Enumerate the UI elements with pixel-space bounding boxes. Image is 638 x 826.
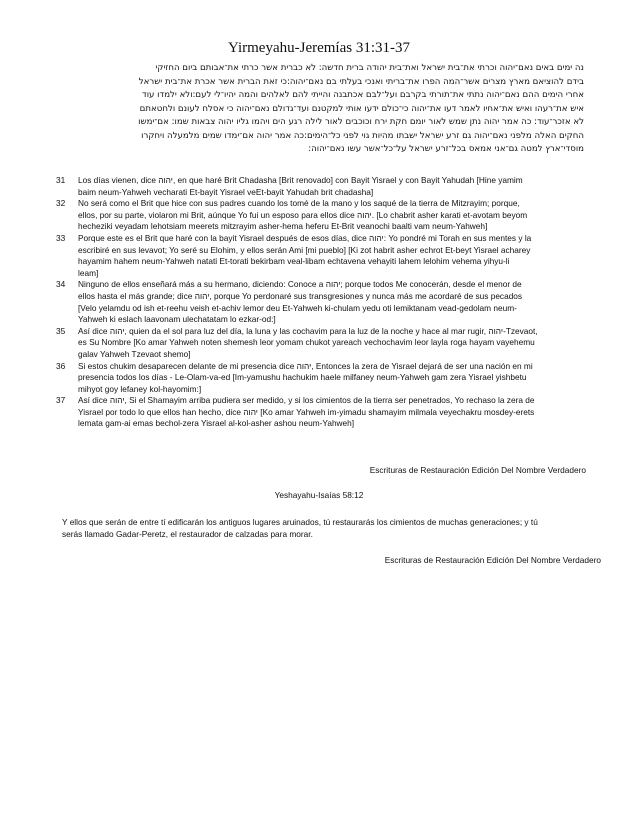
hebrew-line: נה ימים באים נאם־יהוה וכרתי את־בית ישראל ואת־בית יהודה ברית חדשה: לא כברית אשר כרתי את־אבותם ביום החזיקי (155, 63, 584, 73)
verse-line: Yisrael por todo lo que ellos han hecho, dice יהוה [Ko amar Yahweh im-yimadu shamayim milmala veyechakru mosdey-erets (78, 406, 535, 417)
verse-line: lemata gam-ai emas bechol-zera Yisrael al-kol-asher ashou neum-Yahweh] (78, 418, 355, 429)
verse-number: 31 (56, 175, 66, 185)
hebrew-line: לא אזכר־עוד: כה אמר יהוה נתן שמש לאור יומם חקת ירח וכוכבים לאור לילה רגע הים ויהמו גליו יהוה צבאות שמו: אם־ימשו (138, 117, 584, 127)
paragraph-line: serás llamado Gadar-Peretz, el restaurador de calzadas para morar. (62, 529, 313, 539)
verse-line: Yahweh ki eslach laavonam ulechatatam lo ezkar-od:] (78, 314, 276, 325)
verse-line: hecheziki veyadam lehotsiam meerets mitzrayim asher-hema heferu Et-Brit veanochi baalti vam neum-Yahweh] (78, 221, 488, 232)
verse-text (78, 279, 596, 325)
verse-text (78, 395, 596, 430)
verse-line: hayamim hahem neum-Yahweh natati Et-torati bekirbam veal-libam echtavena vehayiti lahem lelohim vehema yihyu-li (78, 256, 510, 267)
verse-36 (50, 361, 596, 396)
verse-line: baim neum-Yahweh vecharati Et-bayit Yisrael veEt-bayit Yahudah brit chadasha] (78, 186, 374, 197)
hebrew-line: מוסדי־ארץ למטה גם־אני אמאס בכל־זרע ישראל על־כל־אשר עשו נאם־יהוה: (308, 144, 584, 154)
verse-line: [Velo yelamdu od ish et-reehu veish et-achiv lemor deu Et-Yahweh ki-chulam yedu oti lemiktanam vead-gedolam neum- (78, 302, 517, 313)
verse-line: es Su Nombre [Ko amar Yahweh noten shemesh leor yomam chukot yareach vechochavim leor layla roga hayam vayehemu (78, 337, 535, 348)
hebrew-text-block (62, 62, 584, 157)
verse-line: mihyot goy lefaney kol-hayomim:] (78, 383, 202, 394)
verse-number: 35 (56, 325, 66, 336)
verse-line: presencia todos los días - Le-Olam-va-ed [Im-yamushu hachukim haele milfaney neum-Yahweh gam zera Yisrael yishbetu (78, 372, 527, 383)
verse-text (78, 361, 596, 396)
verse-line: No será como el Brit que hice con sus padres cuando los tomé de la mano y los saqué de la tierra de Mitzrayim; porque, (78, 198, 520, 209)
verse-line: Porque este es el Brit que haré con la bayit Yisrael después de esos días, dice יהוה: Yo pondré mi Torah en sus mentes y la (78, 232, 532, 243)
verse-31 (50, 175, 596, 198)
verse-line: Los días vienen, dice יהוה, en que haré Brit Chadasha [Brit renovado] con Bayit Yisrael y con Bayit Yahudah [Hine yamim (78, 175, 523, 185)
verse-line: galav Yahweh Tzevaot shemo] (78, 348, 191, 359)
verse-line: ellos, por su parte, violaron mi Brit, aúnque Yo fui un esposo para ellos dice יהוה. [Lo chabrit asher karati et-avotam beyom (78, 209, 528, 220)
hebrew-line: אחרי הימים ההם נאם־יהוה נתתי את־תורתי בקרבם ועל־לבם אכתבנה והייתי להם לאלהים והמה יהיו־לי לעם:ולא ילמדו עוד (142, 90, 584, 100)
verse-number: 37 (56, 395, 66, 406)
verse-line: leam] (78, 267, 99, 278)
verse-32 (50, 198, 596, 233)
verse-37 (50, 395, 596, 430)
hebrew-line: בידם להוציאם מארץ מצרים אשר־המה הפרו את־בריתי ואנכי בעלתי בם נאם־יהוה:כי זאת הברית אשר אכרת את־בית ישראל (138, 76, 584, 87)
isaiah-reference: Yeshayahu-Isaías 58:12 (274, 490, 364, 500)
hebrew-line: החקים האלה מלפני נאם־יהוה גם זרע ישראל ישבתו מהיות גוי לפני כל־הימים:כה אמר יהוה אם־ימדו שמים מלמעלה ויחקרו (141, 130, 584, 141)
verse-line: Ninguno de ellos enseñará más a su hermano, diciendo: Conoce a יהוה; porque todos Me conocerán, desde el menor de (78, 279, 522, 290)
verse-34 (50, 279, 596, 325)
verse-line: Si estos chukim desaparecen delante de mi presencia dice יהוה, Entonces la zera de Yisrael dejará de ser una nación en mi (78, 360, 533, 371)
verse-35 (50, 326, 596, 361)
paragraph-line: Y ellos que serán de entre tí edificarán los antiguos lugares aruinados, tú restaurarás los cimientos de muchas generaciones; y tú (62, 517, 538, 527)
verse-number: 36 (56, 360, 66, 371)
verse-text (78, 326, 596, 361)
verse-number: 34 (56, 279, 66, 290)
verse-33 (50, 233, 596, 279)
verse-text (78, 198, 596, 233)
verse-line: escribiré en sus levavot; Yo seré su Elohim, y ellos serán Ami [mi pueblo] [Ki zot habrit asher echrot Et-beyt Yisrael acharey (78, 244, 531, 255)
source-attribution: Escrituras de Restauración Edición Del Nombre Verdadero (369, 465, 586, 475)
isaiah-paragraph (62, 516, 602, 540)
source-attribution-2: Escrituras de Restauración Edición Del Nombre Verdadero (384, 555, 601, 565)
page-title: Yirmeyahu-Jeremías 31:31-37 (227, 40, 411, 56)
verse-line: ellos hasta el más grande; dice יהוה, porque Yo perdonaré sus transgresiones y nunca más me acordaré de sus pecados (78, 290, 523, 301)
verse-list (50, 175, 596, 430)
verse-line: Así dice יהוה, Si el Shamayim arriba pudiera ser medido, y si los cimientos de la tierra ser penetrados, Yo rechaso la zera de (78, 395, 535, 406)
verse-text (78, 233, 596, 279)
verse-number: 33 (56, 232, 66, 243)
hebrew-line: איש את־רעהו ואיש את־אחיו לאמר דעו את־יהוה כי־כולם ידעו אותי למקטנם ועד־גדולם נאם־יהוה כי אסלח לעונם ולחטאתם (139, 103, 584, 114)
verse-number: 32 (56, 198, 66, 209)
verse-text (78, 175, 596, 198)
verse-line: Así dice יהוה, quien da el sol para luz del día, la luna y las cochavim para la luz de la noche y hace al mar rugir, יהוה-Tzevaot, (78, 325, 538, 336)
